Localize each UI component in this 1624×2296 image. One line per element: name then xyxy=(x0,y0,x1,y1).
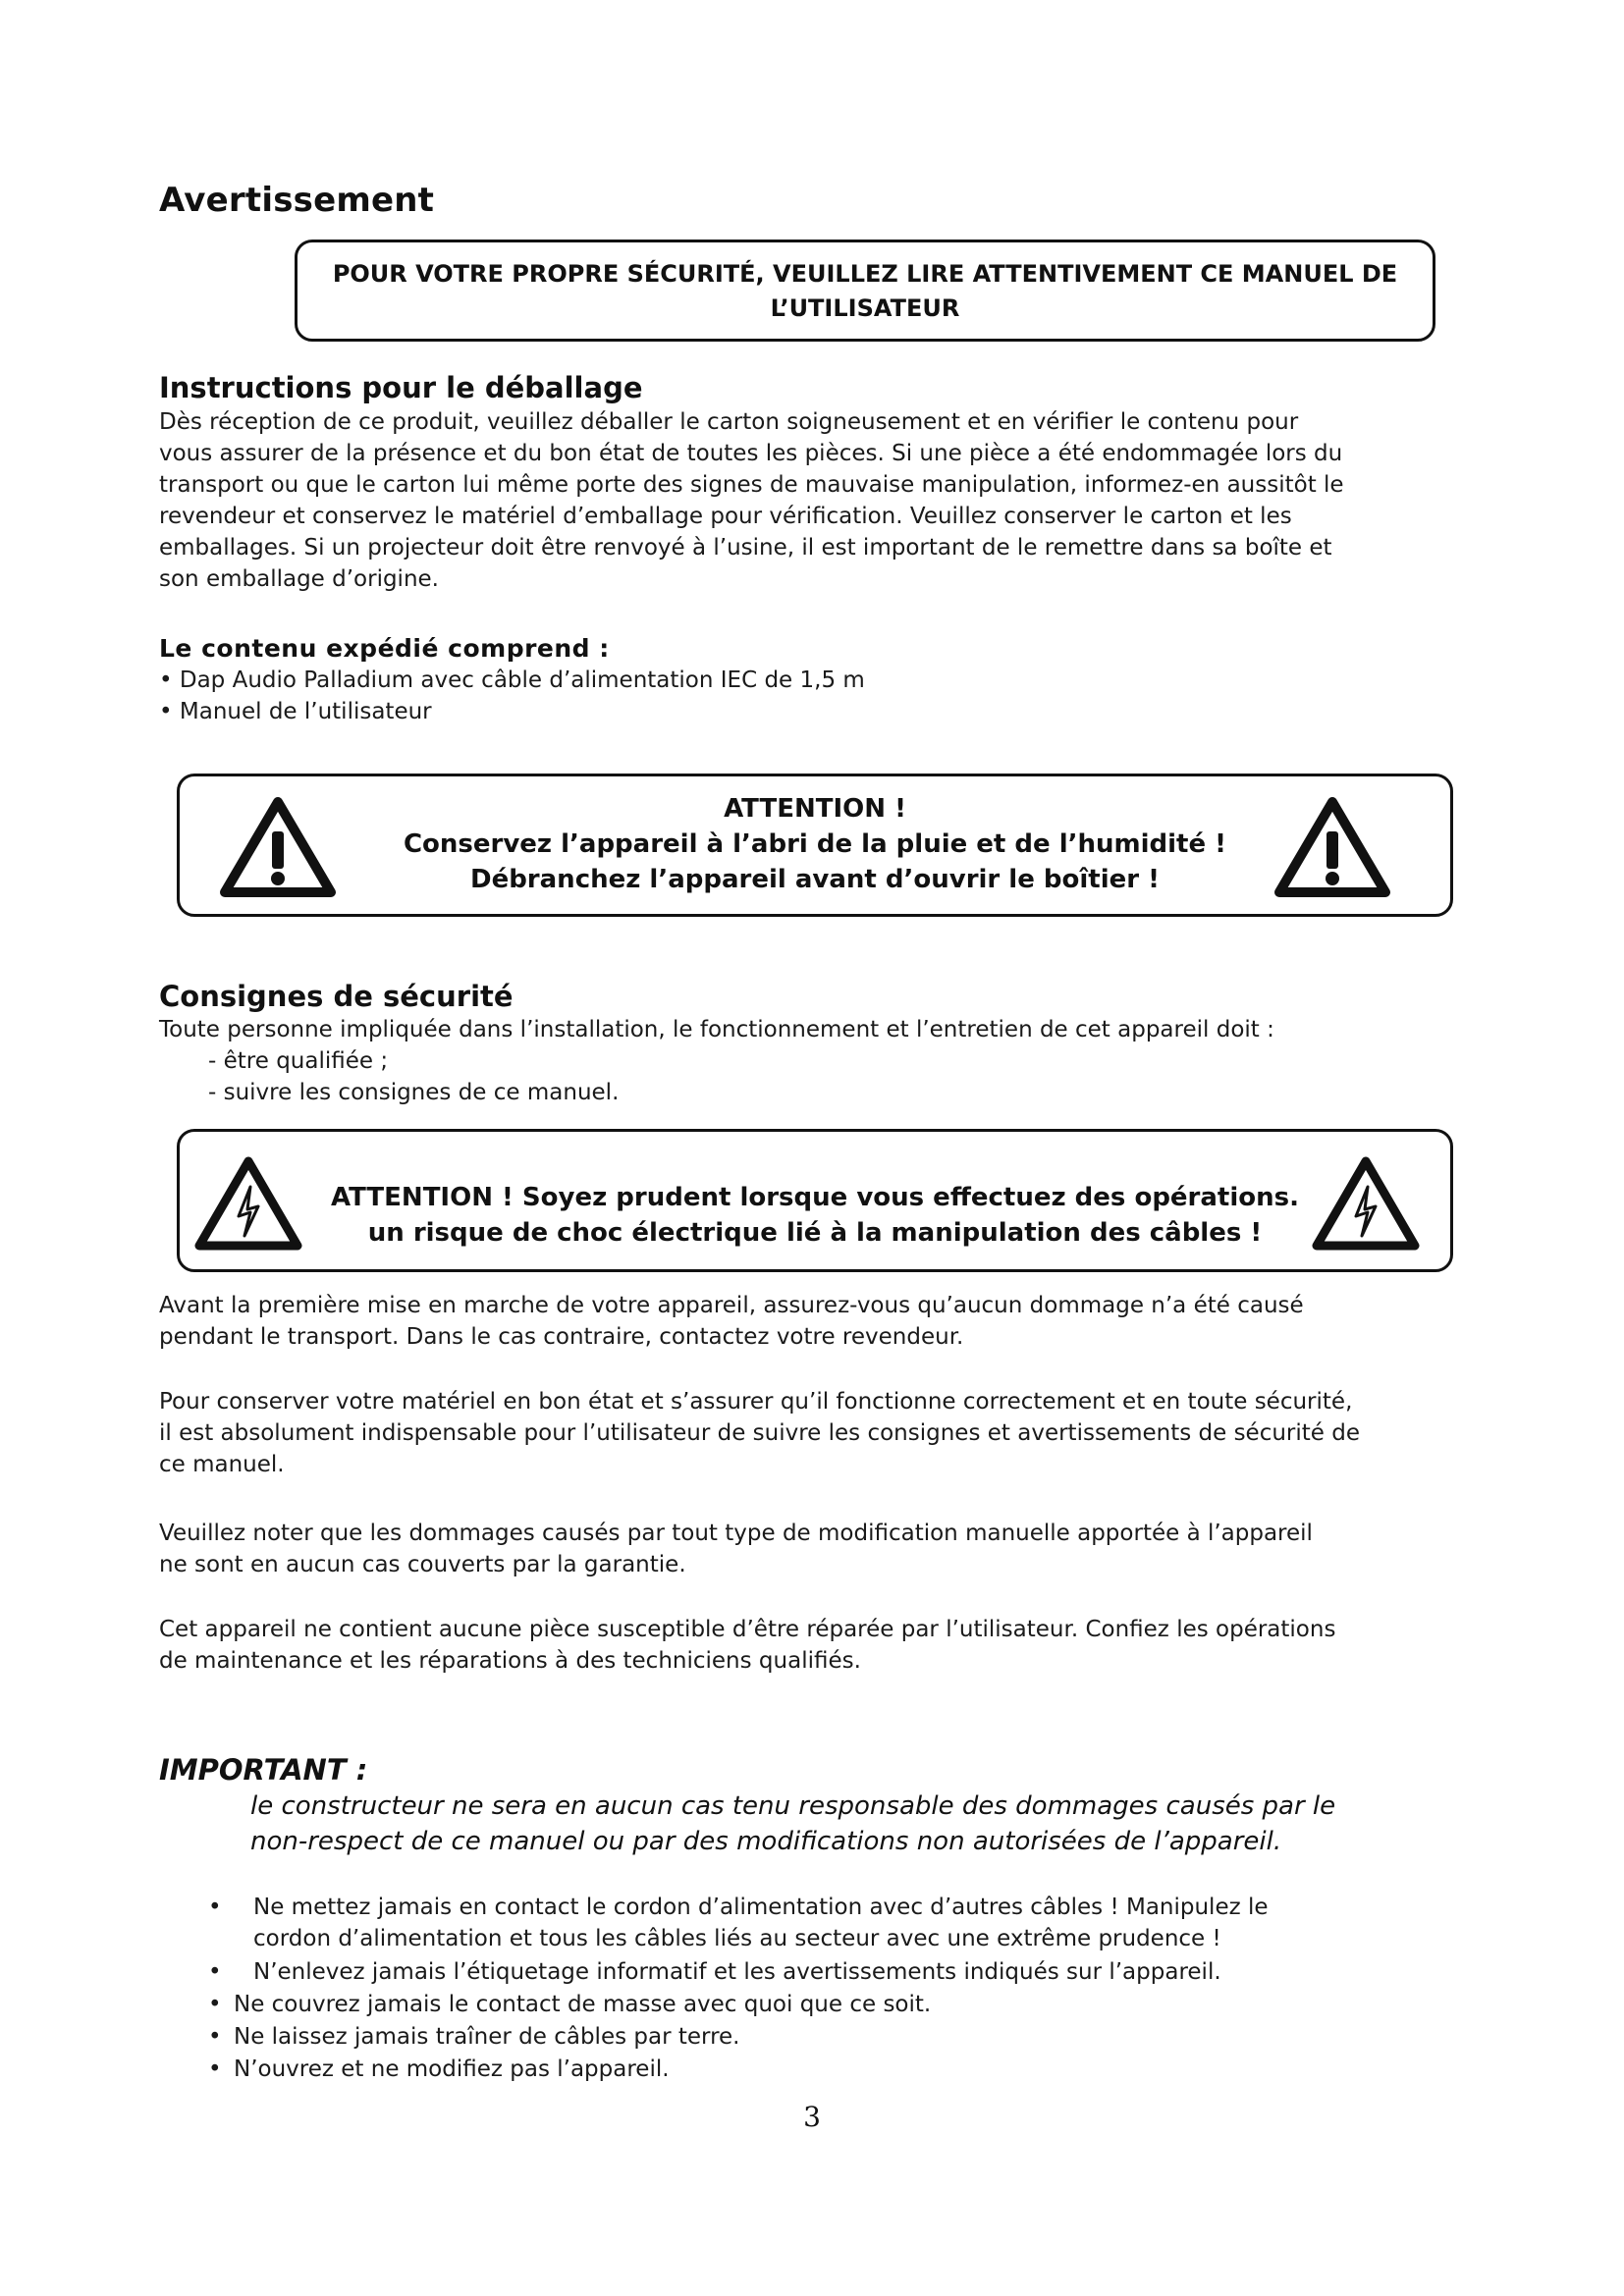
unpacking-title: Instructions pour le déballage xyxy=(159,371,643,404)
safety-title: Consignes de sécurité xyxy=(159,980,514,1013)
paragraph-line: Avant la première mise en marche de votre appareil, assurez-vous qu’aucun dommage n’a été causé xyxy=(159,1293,1304,1318)
rules-list xyxy=(159,1892,1494,2086)
safety-banner-line-1: POUR VOTRE PROPRE SÉCURITÉ, VEUILLEZ LIRE ATTENTIVEMENT CE MANUEL DE xyxy=(332,260,1398,288)
page-title: Avertissement xyxy=(159,181,435,220)
rule-item xyxy=(159,2021,1494,2054)
paragraph-line: il est absolument indispensable pour l’utilisateur de suivre les consignes et avertissements de sécurité de xyxy=(159,1420,1361,1446)
bullet: • xyxy=(208,2024,222,2050)
important-line: non-respect de ce manuel ou par des modifications non autorisées de l’appareil. xyxy=(250,1827,1282,1856)
bullet: • xyxy=(208,1959,222,1985)
bullet: • xyxy=(208,1895,222,1920)
paragraph-line: pendant le transport. Dans le cas contraire, contactez votre revendeur. xyxy=(159,1324,964,1350)
paragraph-repairs xyxy=(159,1614,1494,1677)
rule-line: Ne laissez jamais traîner de câbles par terre. xyxy=(234,2024,740,2050)
rule-item xyxy=(159,2054,1494,2086)
rule-item xyxy=(159,1989,1494,2021)
unpacking-line: vous assurer de la présence et du bon état de toutes les pièces. Si une pièce a été endommagée lors du xyxy=(159,441,1343,466)
warning-2-line-2: un risque de choc électrique lié à la manipulation des câbles ! xyxy=(367,1218,1263,1248)
rule-item xyxy=(159,1956,1494,1989)
warning-1-line-2: Conservez l’appareil à l’abri de la pluie et de l’humidité ! xyxy=(403,829,1227,859)
paragraph-line: Veuillez noter que les dommages causés par tout type de modification manuelle apportée à l’appareil xyxy=(159,1521,1313,1546)
unpacking-text xyxy=(159,406,1494,595)
bullet: • xyxy=(208,1992,222,2017)
warning-2-line-1: ATTENTION ! Soyez prudent lorsque vous effectuez des opérations. xyxy=(331,1183,1299,1212)
warning-triangle-icon xyxy=(1273,796,1391,898)
paragraph-maintenance xyxy=(159,1386,1494,1480)
contents-item: • Manuel de l’utilisateur xyxy=(159,699,432,724)
paragraph-line: Cet appareil ne contient aucune pièce susceptible d’être réparée par l’utilisateur. Confiez les opérations xyxy=(159,1617,1336,1642)
rule-line: N’ouvrez et ne modifiez pas l’appareil. xyxy=(234,2056,670,2082)
safety-banner-line-2: L’UTILISATEUR xyxy=(770,294,960,322)
rule-line: Ne couvrez jamais le contact de masse avec quoi que ce soit. xyxy=(234,1992,932,2017)
unpacking-line: emballages. Si un projecteur doit être renvoyé à l’usine, il est important de le remettre dans sa boîte et xyxy=(159,535,1332,561)
paragraph-line: ce manuel. xyxy=(159,1452,285,1477)
warning-1-title: ATTENTION ! xyxy=(724,794,906,824)
unpacking-line: son emballage d’origine. xyxy=(159,566,439,592)
paragraph-line: Pour conserver votre matériel en bon état et s’assurer qu’il fonctionne correctement et en toute sécurité, xyxy=(159,1389,1353,1415)
rule-line: N’enlevez jamais l’étiquetage informatif et les avertissements indiqués sur l’appareil. xyxy=(253,1959,1221,1985)
rule-line: cordon d’alimentation et tous les câbles liés au secteur avec une extrême prudence ! xyxy=(253,1926,1221,1951)
unpacking-line: transport ou que le carton lui même porte des signes de mauvaise manipulation, informez-en aussitôt le xyxy=(159,472,1344,498)
rule-item xyxy=(159,1892,1494,1956)
contents-list xyxy=(159,665,865,727)
paragraph-line: ne sont en aucun cas couverts par la garantie. xyxy=(159,1552,686,1577)
electric-shock-icon xyxy=(1311,1155,1421,1252)
bullet: • xyxy=(208,2056,222,2082)
safety-text xyxy=(159,1014,1494,1108)
warning-box-moisture xyxy=(177,774,1453,917)
unpacking-line: Dès réception de ce produit, veuillez déballer le carton soigneusement et en vérifier le contenu pour xyxy=(159,409,1299,435)
paragraph-first-use xyxy=(159,1290,1494,1353)
safety-item: - être qualifiée ; xyxy=(208,1048,389,1074)
unpacking-line: revendeur et conservez le matériel d’emballage pour vérification. Veuillez conserver le carton et les xyxy=(159,504,1292,529)
important-note xyxy=(250,1789,1478,1859)
warning-box-electric xyxy=(177,1129,1453,1272)
safety-item: - suivre les consignes de ce manuel. xyxy=(208,1080,620,1105)
important-line: le constructeur ne sera en aucun cas tenu responsable des dommages causés par le xyxy=(250,1791,1336,1821)
safety-banner xyxy=(295,240,1435,342)
contents-item: • Dap Audio Palladium avec câble d’alimentation IEC de 1,5 m xyxy=(159,667,865,693)
contents-title: Le contenu expédié comprend : xyxy=(159,634,610,663)
paragraph-line: de maintenance et les réparations à des techniciens qualifiés. xyxy=(159,1648,861,1674)
page-number: 3 xyxy=(803,2101,821,2133)
important-title: IMPORTANT : xyxy=(159,1753,368,1787)
safety-intro: Toute personne impliquée dans l’installation, le fonctionnement et l’entretien de cet appareil doit : xyxy=(159,1017,1274,1042)
warning-1-line-3: Débranchez l’appareil avant d’ouvrir le boîtier ! xyxy=(469,865,1160,894)
rule-line: Ne mettez jamais en contact le cordon d’alimentation avec d’autres câbles ! Manipulez le xyxy=(253,1895,1269,1920)
paragraph-warranty xyxy=(159,1518,1494,1580)
